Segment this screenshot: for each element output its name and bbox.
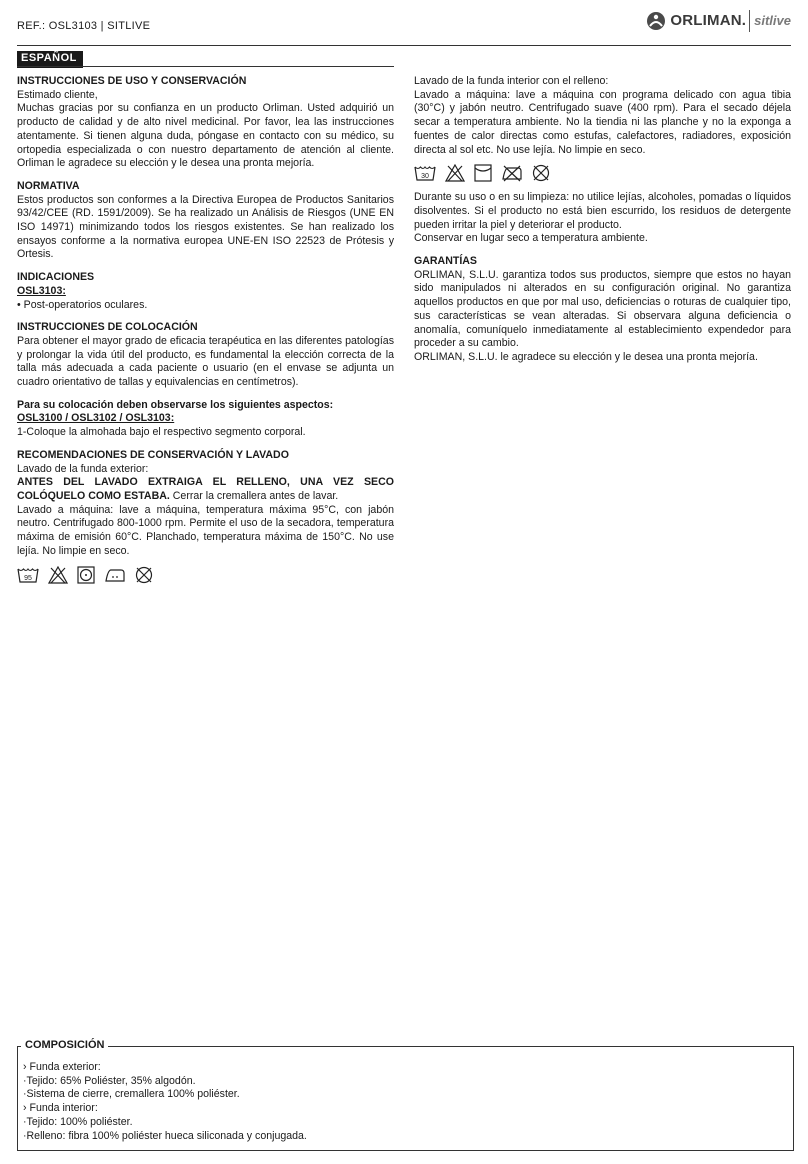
composition-list [23, 1061, 307, 1143]
header-rule [17, 45, 791, 46]
wash-temp-label: 30 [421, 173, 429, 181]
orliman-logo-icon [646, 11, 666, 31]
section-title-colocacion: INSTRUCCIONES DE COLOCACIÓN [17, 321, 198, 334]
lavado-interior-subtitle: Lavado de la funda interior con el relleno: [414, 75, 609, 87]
greeting: Estimado cliente, [17, 88, 98, 101]
right-column [414, 75, 791, 365]
intro-paragraph: Muchas gracias por su confianza en un producto Orliman. Usted adquirió un producto de calidad y de alto nivel medicinal. Por favor, lea las instrucciones atentamente. Si tienen alguna duda, póngase en contacto con su médico, su ortopedia especializada o con nuestro departamento de atención al cliente. Orliman le agradece su elección y le desea una pronta mejoría. [17, 102, 394, 170]
normativa-paragraph: Estos productos son conformes a la Directiva Europea de Productos Sanitarios 93/42/CEE (RD. 1591/2009). Se ha realizado un Análisis de Riesgos (UNE EN ISO 14971) minimizando todos los riesgos existentes. Se han realizado los ensayos conforme a la normativa europea UNE-EN ISO 22523 de Prótesis y Ortesis. [17, 193, 394, 261]
reference-code: REF.: OSL3103 | SITLIVE [17, 20, 151, 32]
uso-limpieza-paragraph: Durante su uso o en su limpieza: no utilice lejías, alcoholes, pomadas o líquidos disolventes. Si el producto no está bien escurrido, los residuos de detergente pueden irritar la piel y deteriorar el producto. [414, 191, 791, 231]
composition-line: ·Relleno: fibra 100% poliéster hueca siliconada y conjugada. [23, 1129, 307, 1142]
lavado-warning [17, 476, 394, 503]
brand-name: ORLIMAN. [670, 12, 747, 30]
language-tab: ESPAÑOL [17, 51, 83, 68]
no-iron-icon [501, 164, 523, 182]
language-rule [17, 66, 394, 67]
composition-line: ·Tejido: 65% Poliéster, 35% algodón. [23, 1074, 196, 1087]
wash-temp-label: 95 [24, 574, 32, 582]
composition-line: › Funda interior: [23, 1102, 98, 1115]
composition-line: ·Sistema de cierre, cremallera 100% poliéster. [23, 1088, 240, 1101]
section-title-lavado: RECOMENDACIONES DE CONSERVACIÓN Y LAVADO [17, 448, 289, 461]
composition-title: COMPOSICIÓN [21, 1039, 108, 1053]
section-title-indicaciones: INDICACIONES [17, 271, 95, 284]
sub-brand-name: sitlive [754, 13, 791, 29]
aspectos-step: 1-Coloque la almohada bajo el respectivo segmento corporal. [17, 426, 306, 439]
composition-box [17, 1039, 794, 1151]
storage-note: Conservar en lugar seco a temperatura ambiente. [414, 232, 648, 245]
no-bleach-icon [445, 164, 465, 182]
care-symbols-interior [414, 164, 791, 182]
lavado-exterior-paragraph: Lavado a máquina: lave a máquina, temperatura máxima 95°C, con jabón neutro. Centrifugado 800-1000 rpm. Permite el uso de la secadora, temperatura máxima de emisión 60°C. Planchado, temperatura máxima de 150°C. No use lejía. No limpie en seco. [17, 503, 394, 557]
wash-30-icon [414, 164, 436, 182]
section-title-aspectos: Para su colocación deben observarse los siguientes aspectos: [17, 398, 334, 411]
indicaciones-model: OSL3103: [17, 284, 66, 297]
section-title-garantias: GARANTÍAS [414, 255, 477, 268]
no-dry-clean-icon [532, 164, 550, 182]
aspectos-models: OSL3100 / OSL3102 / OSL3103: [17, 412, 175, 425]
lavado-warning-tail: Cerrar la cremallera antes de lavar. [169, 489, 339, 502]
no-bleach-icon [48, 566, 68, 584]
wash-95-icon [17, 566, 39, 584]
garantias-paragraph: ORLIMAN, S.L.U. garantiza todos sus productos, siempre que estos no hayan sido manipulados ni alterados en su configuración original. No garantiza aquellos productos en que por mal uso, deficiencias o roturas de cualquier tipo, sus características se vean alteradas. Si observara alguna deficiencia o anomalía, comuníquelo inmediatamente al establecimiento expendedor para proceder a su cambio. [414, 268, 791, 350]
page-header [17, 12, 791, 40]
lavado-exterior-subtitle: Lavado de la funda exterior: [17, 462, 149, 475]
lavado-interior-paragraph: Lavado a máquina: lave a máquina con programa delicado con agua tibia (30°C) y jabón neutro. Centrifugado suave (400 rpm). Para el secado déjela secar a temperatura ambiente. No la tiendia ni las planche y no la exponga a fuentes de calor directas como estufas, calefactores, radiadores, exposición directa al sol etc. No use lejía. No limpie en seco. [414, 88, 791, 156]
section-title-normativa: NORMATIVA [17, 179, 80, 192]
left-column [17, 75, 394, 593]
care-symbols-exterior [17, 566, 394, 584]
brand-logo [646, 10, 791, 32]
garantias-thanks: ORLIMAN, S.L.U. le agradece su elección y le desea una pronta mejoría. [414, 350, 758, 363]
iron-icon [104, 566, 126, 584]
indicaciones-item: • Post-operatorios oculares. [17, 299, 394, 313]
no-dry-clean-icon [135, 566, 153, 584]
composition-line: › Funda exterior: [23, 1061, 101, 1073]
composition-line: ·Tejido: 100% poliéster. [23, 1115, 133, 1128]
section-title-instructions: INSTRUCCIONES DE USO Y CONSERVACIÓN [17, 75, 247, 87]
line-dry-icon [474, 164, 492, 182]
lavado-warning-bold: ANTES DEL LAVADO EXTRAIGA EL RELLENO, UNA VEZ SECO COLÓQUELO COMO ESTABA. [17, 476, 394, 502]
tumble-dry-icon [77, 566, 95, 584]
logo-divider [749, 10, 750, 32]
colocacion-paragraph: Para obtener el mayor grado de eficacia terapéutica en las diferentes patologías y prolongar la vida útil del producto, es fundamental la elección correcta de la talla más adecuada a cada paciente o usuario (en el envase se adjunta un cuadro orientativo de tallas y equivalencias en centímetros). [17, 334, 394, 389]
